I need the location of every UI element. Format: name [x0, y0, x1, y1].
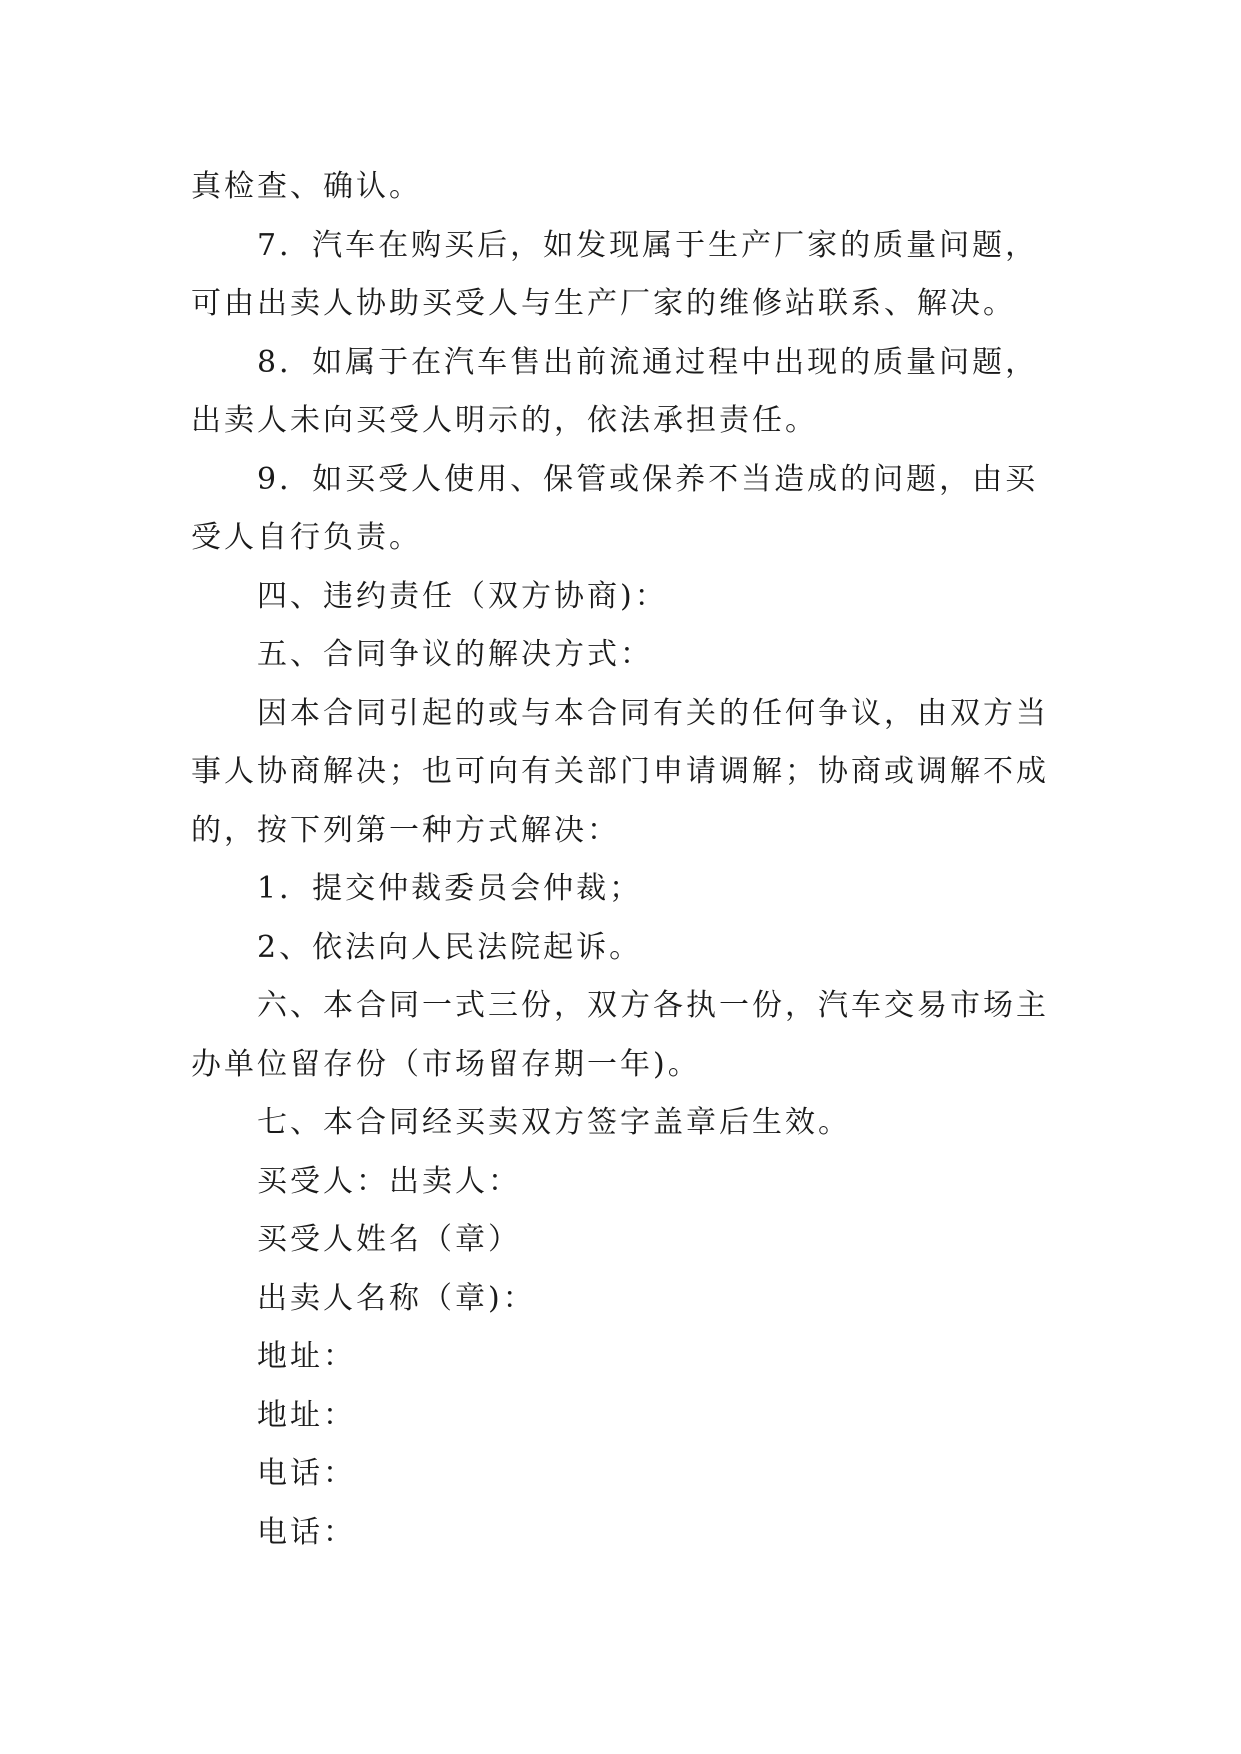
- section-heading: 六、本合同一式三份，双方各执一份，汽车交易市场主: [257, 988, 1049, 1023]
- text-line: 可由出卖人协助买受人与生产厂家的维修站联系、解决。: [191, 286, 1016, 321]
- section-heading: 五、合同争议的解决方式：: [257, 637, 653, 672]
- list-item: 1．提交仲裁委员会仲裁；: [257, 871, 643, 906]
- document-body: [191, 158, 1061, 1562]
- text-line: 因本合同引起的或与本合同有关的任何争议，由双方当: [257, 695, 1049, 731]
- section-heading: 七、本合同经买卖双方签字盖章后生效。: [257, 1105, 851, 1140]
- text-line: 9．如买受人使用、保管或保养不当造成的问题，由买: [257, 461, 1039, 497]
- text-line: 受人自行负责。: [191, 520, 422, 555]
- text-line: 8．如属于在汽车售出前流通过程中出现的质量问题，: [257, 344, 1039, 380]
- address-field: 地址：: [257, 1397, 356, 1433]
- text-line: 7．汽车在购买后，如发现属于生产厂家的质量问题，: [257, 227, 1039, 263]
- text-line: 办单位留存份（市场留存期一年)。: [191, 1046, 701, 1082]
- phone-field: 电话：: [257, 1514, 356, 1550]
- signature-line: 出卖人名称（章)：: [257, 1280, 536, 1316]
- text-line: 出卖人未向买受人明示的，依法承担责任。: [191, 403, 818, 438]
- text-line: 的，按下列第一种方式解决：: [191, 812, 620, 848]
- address-field: 地址：: [257, 1339, 356, 1374]
- text-line: 事人协商解决；也可向有关部门申请调解；协商或调解不成: [191, 754, 1049, 789]
- phone-field: 电话：: [257, 1456, 356, 1491]
- text-line: 真检查、确认。: [191, 169, 422, 204]
- list-item: 2、依法向人民法院起诉。: [257, 929, 643, 965]
- signature-line: 买受人姓名（章）: [257, 1222, 521, 1257]
- section-heading: 四、违约责任（双方协商)：: [257, 578, 668, 614]
- signature-line: 买受人：出卖人：: [257, 1163, 521, 1199]
